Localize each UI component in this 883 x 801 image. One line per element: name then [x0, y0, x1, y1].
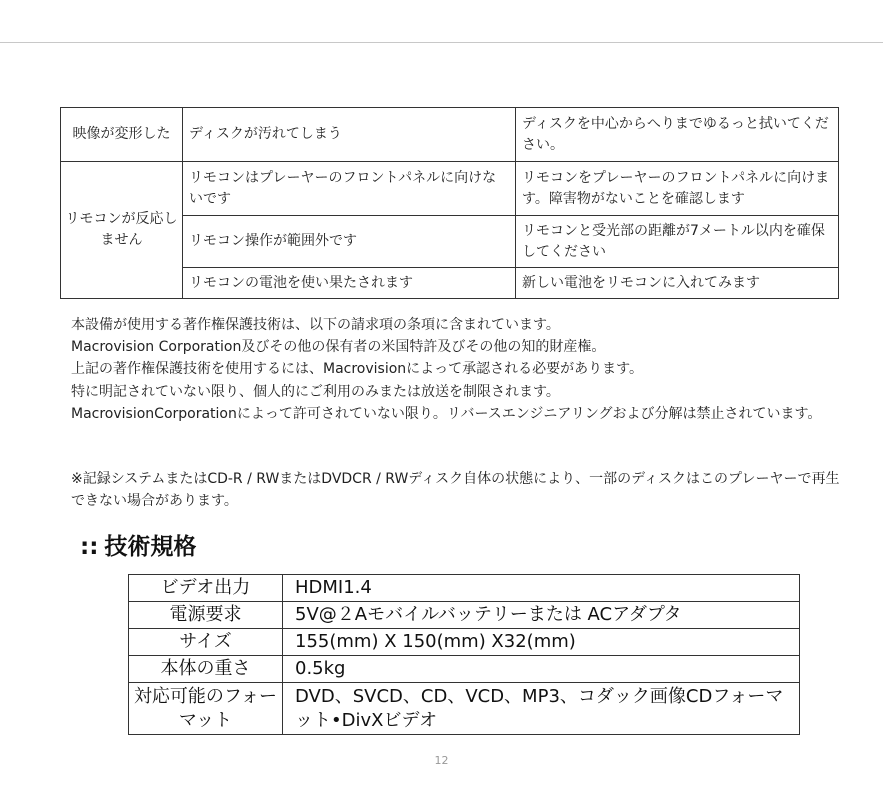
spec-key: 電源要求 — [129, 602, 283, 629]
cause-cell: ディスクが汚れてしまう — [183, 108, 516, 162]
spec-table — [128, 574, 800, 735]
spec-title: 技術規格 — [104, 534, 197, 560]
remedy-cell: リモコンをプレーヤーのフロントパネルに向けます。障害物がないことを確認します — [516, 162, 839, 216]
top-rule — [0, 42, 883, 43]
disc-compatibility-note — [71, 468, 841, 512]
table-row — [129, 629, 800, 656]
spec-value: 0.5kg — [283, 656, 800, 683]
spec-value: DVD、SVCD、CD、VCD、MP3、コダック画像CDフォーマット•DivXビデオ — [283, 683, 800, 735]
cause-cell: リモコンの電池を使い果たされます — [183, 268, 516, 299]
table-row — [61, 108, 839, 162]
symptom-cell: 映像が変形した — [61, 108, 183, 162]
heading-marks: :: — [80, 534, 99, 560]
spec-value: 5V@２Aモバイルバッテリーまたは ACアダプタ — [283, 602, 800, 629]
note-line: 特に明記されていない限り、個人的にご利用のみまたは放送を制限されます。 — [71, 383, 560, 400]
note-line: 本設備が使用する著作権保護技術は、以下の請求項の条項に含まれています。 — [71, 317, 560, 333]
note-line: ※記録システムまたはCD-R / RWまたはDVDCR / RWディスク自体の状態により、一部のディスクはこのプレーヤーで再生できない場合があります。 — [71, 471, 840, 510]
page-number: 12 — [434, 754, 449, 767]
cause-cell: リモコン操作が範囲外です — [183, 216, 516, 268]
troubleshooting-table — [60, 107, 839, 299]
spec-key: ビデオ出力 — [129, 575, 283, 602]
spec-key: 本体の重さ — [129, 656, 283, 683]
table-row — [61, 162, 839, 216]
symptom-cell: リモコンが反応しません — [61, 162, 183, 299]
spec-heading — [80, 528, 196, 561]
copyright-notes — [71, 314, 841, 425]
table-row — [129, 656, 800, 683]
note-line: MacrovisionCorporationによって許可されていない限り。リバースエンジニアリングおよび分解は禁止されています。 — [71, 405, 822, 422]
spec-key: サイズ — [129, 629, 283, 656]
table-row — [129, 683, 800, 735]
spec-key: 対応可能のフォーマット — [129, 683, 283, 735]
remedy-cell: ディスクを中心からへりまでゆるっと拭いてください。 — [516, 108, 839, 162]
remedy-cell: リモコンと受光部の距離が7メートル以内を確保してください — [516, 216, 839, 268]
note-line: Macrovision Corporation及びその他の保有者の米国特許及びその他の知的財産権。 — [71, 339, 606, 356]
spec-value: 155(mm) X 150(mm) X32(mm) — [283, 629, 800, 656]
remedy-cell: 新しい電池をリモコンに入れてみます — [516, 268, 839, 299]
spec-value: HDMI1.4 — [283, 575, 800, 602]
table-row — [129, 575, 800, 602]
note-line: 上記の著作権保護技術を使用するには、Macrovisionによって承認される必要があります。 — [71, 361, 644, 378]
cause-cell: リモコンはプレーヤーのフロントパネルに向けないです — [183, 162, 516, 216]
table-row — [129, 602, 800, 629]
